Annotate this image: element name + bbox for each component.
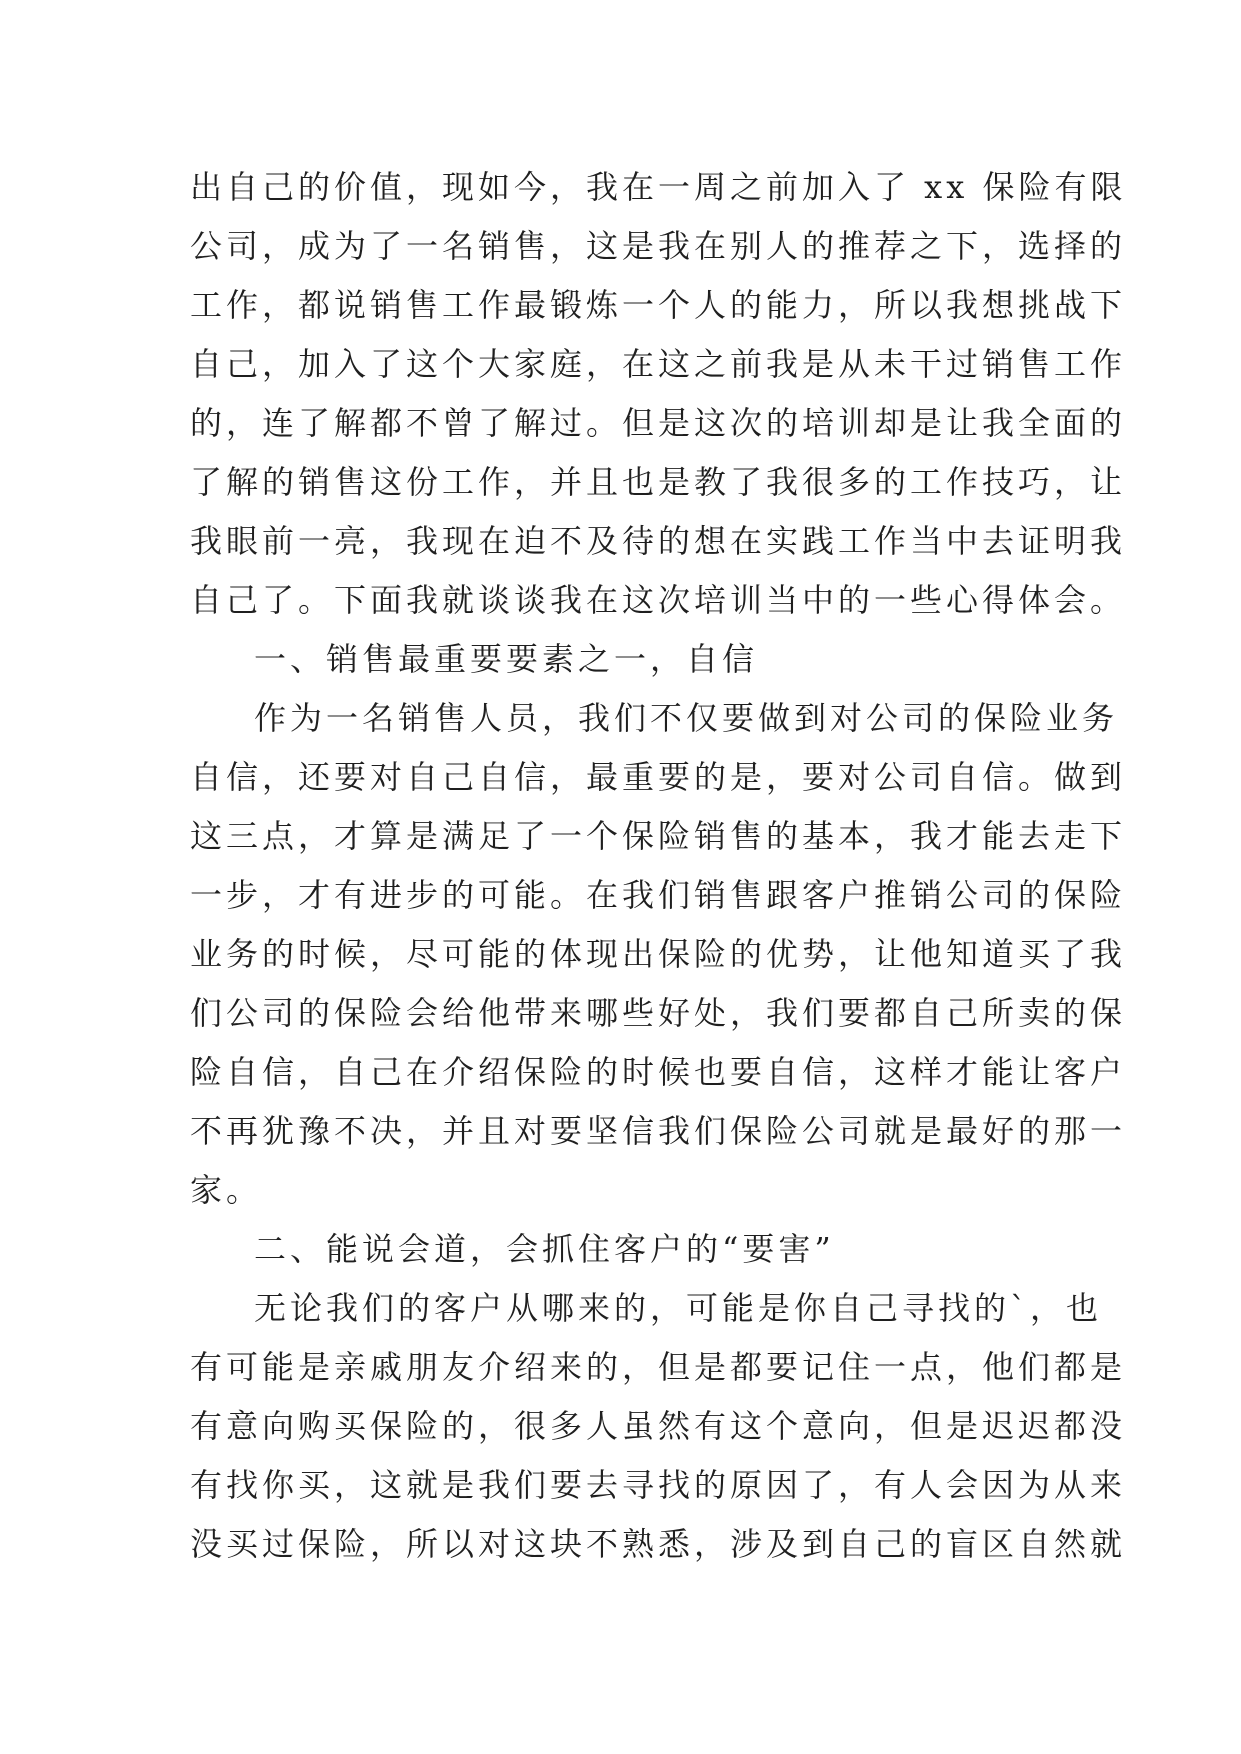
text-line: 公司，成为了一名销售，这是我在别人的推荐之下，选择的 xyxy=(190,227,1127,265)
text-line: 一步，才有进步的可能。在我们销售跟客户推销公司的保险 xyxy=(190,876,1127,914)
text-line: 了解的销售这份工作，并且也是教了我很多的工作技巧，让 xyxy=(190,463,1127,501)
text-line: 这三点，才算是满足了一个保险销售的基本，我才能去走下 xyxy=(190,817,1127,855)
section-heading: 一、销售最重要要素之一，自信 xyxy=(254,640,759,678)
text-line: 业务的时候，尽可能的体现出保险的优势，让他知道买了我 xyxy=(190,935,1127,973)
text-line: 自信，还要对自己自信，最重要的是，要对公司自信。做到 xyxy=(190,758,1127,796)
text-line: 家。 xyxy=(190,1171,263,1209)
text-line: 的，连了解都不曾了解过。但是这次的培训却是让我全面的 xyxy=(190,404,1127,442)
text-line: 出自己的价值，现如今，我在一周之前加入了 xx 保险有限 xyxy=(190,168,1127,206)
text-line: 有可能是亲戚朋友介绍来的，但是都要记住一点，他们都是 xyxy=(190,1348,1127,1386)
body-text xyxy=(190,158,1127,1574)
text-line: 作为一名销售人员，我们不仅要做到对公司的保险业务 xyxy=(254,699,1119,737)
text-line: 有意向购买保险的，很多人虽然有这个意向，但是迟迟都没 xyxy=(190,1407,1127,1445)
text-line: 们公司的保险会给他带来哪些好处，我们要都自己所卖的保 xyxy=(190,994,1127,1032)
text-line: 工作，都说销售工作最锻炼一个人的能力，所以我想挑战下 xyxy=(190,286,1127,324)
text-line: 自己，加入了这个大家庭，在这之前我是从未干过销售工作 xyxy=(190,345,1127,383)
text-line: 不再犹豫不决，并且对要坚信我们保险公司就是最好的那一 xyxy=(190,1112,1127,1150)
text-line: 险自信，自己在介绍保险的时候也要自信，这样才能让客户 xyxy=(190,1053,1127,1091)
section-heading: 二、能说会道，会抓住客户的“要害” xyxy=(254,1230,835,1268)
text-line: 我眼前一亮，我现在迫不及待的想在实践工作当中去证明我 xyxy=(190,522,1127,560)
text-line: 自己了。下面我就谈谈我在这次培训当中的一些心得体会。 xyxy=(190,581,1127,619)
text-line: 没买过保险，所以对这块不熟悉，涉及到自己的盲区自然就 xyxy=(190,1525,1127,1563)
text-line: 无论我们的客户从哪来的，可能是你自己寻找的`，也 xyxy=(254,1289,1103,1327)
text-line: 有找你买，这就是我们要去寻找的原因了，有人会因为从来 xyxy=(190,1466,1127,1504)
